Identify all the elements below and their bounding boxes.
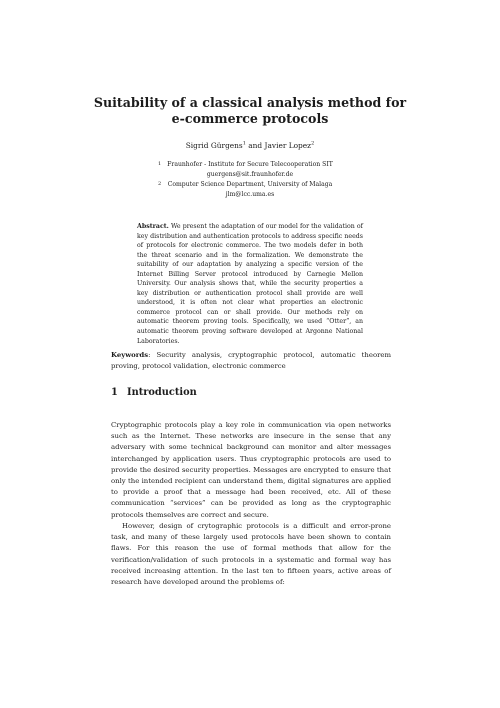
body-paragraph: Cryptographic protocols play a key role in communication via open networks such as the Internet. These networks are insecure in the sense that any adversary with some technical background can monitor and alter messages interchanged by application users. Thus cryptographic protocols are used to provide the desired security properties. Messages are encrypted to ensure that only the intended recipient can understand them, digital signatures are applied to provide a proof that a message had been received, etc. All of these communication “services” can be provided as long as the cryptographic protocols themselves are correct and secure. [111,421,391,519]
keywords [111,350,391,372]
author-list [100,141,400,151]
keywords-text: : Security analysis, cryptographic protocol, automatic theorem proving, protocol validation, electronic commerce [111,351,391,370]
author-connector: and [245,141,265,150]
author-name: Javier Lopez [264,141,312,150]
affiliation-mark: 1 [242,140,246,147]
affiliation-mark: 2 [311,140,315,147]
title-line-1: Suitability of a classical analysis method for [93,95,407,110]
abstract-text: We present the adaptation of our model for the validation of key distribution and authentication protocols to address specific needs of protocols for electronic commerce. The two models defer in both the threat scenario and in the formalization. We demonstrate the suitability of our adaptation by analyzing a specific version of the Internet Billing Server protocol introduced by Carnegie Mellon University. Our analysis shows that, while the security properties a key distribution or authentication protocol shall provide are well understood, it is often not clear what properties an electronic commerce protocol can or shall provide. Our methods rely on automatic theorem proving tools. Specifically, we used “Otter”, an automatic theorem proving software developed at Argonne National Laboratories. [137,223,363,345]
abstract-label: Abstract. [137,223,169,230]
affiliation-2 [120,180,380,199]
title-line-2: e-commerce protocols [171,110,329,126]
affiliation-number: 2 [158,181,162,187]
abstract [137,222,363,346]
paper-title [60,95,440,126]
author-name: Sigrid Gürgens [185,141,243,150]
affiliation-institution: Fraunhofer - Institute for Secure Telecooperation SIT [167,161,333,168]
body-paragraph: However, design of crytographic protocols is a difficult and error-prone task, and many of these largely used protocols have been shown to contain flaws. For this reason the use of formal methods that allow for the verification/validation of such protocols in a systematic and formal way has received increasing attention. In the last ten to fifteen years, active areas of research have developed around the problems of: [111,522,391,587]
affiliation-number: 1 [158,161,162,167]
section-number: 1 [111,387,118,398]
affiliation-1 [120,160,380,179]
keywords-label: Keywords [111,351,149,359]
affiliation-email: guergens@sit.fraunhofer.de [206,170,294,178]
section-heading [111,387,391,399]
affiliation-email: jlm@lcc.uma.es [225,190,275,198]
section-title: Introduction [127,387,197,398]
affiliation-institution: Computer Science Department, University of Malaga [167,181,333,188]
